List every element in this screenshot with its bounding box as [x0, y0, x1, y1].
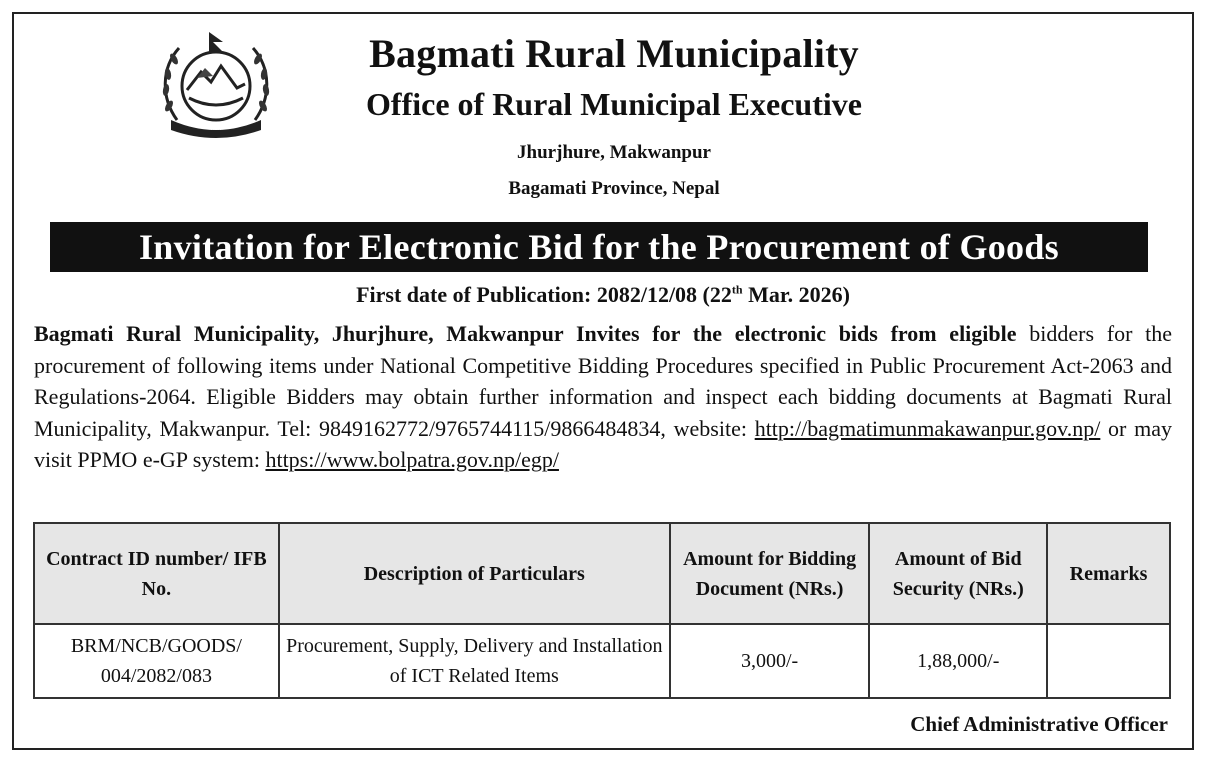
cell-security-amount: 1,88,000/- [869, 624, 1047, 698]
municipality-name: Bagmati Rural Municipality [369, 31, 859, 76]
header-security-amount: Amount of Bid Security (NRs.) [869, 523, 1047, 624]
address-line-1: Jhurjhure, Makwanpur [517, 142, 711, 163]
header-description: Description of Particulars [279, 523, 670, 624]
header-remarks: Remarks [1047, 523, 1170, 624]
items-table [33, 522, 1171, 699]
notice-body-main: bidders for the procurement of following items under National Competitive Bidding Procedures specified in Public Procurement Act-2063 and Regulations-2064. Eligible Bidders may obtain further information and inspect each bidding documents at Bagmati Rural Municipality, Makwanpur. Tel: 9849162772/9765744115/9866484834, website: [34, 321, 1173, 441]
header-contract-id: Contract ID number/ IFB No. [34, 523, 279, 624]
cell-doc-amount: 3,000/- [670, 624, 870, 698]
notice-header [14, 14, 1192, 219]
signature: Chief Administrative Officer [910, 712, 1168, 736]
cell-contract-id: BRM/NCB/GOODS/ 004/2082/083 [34, 624, 279, 698]
publication-ordinal: th [731, 282, 743, 297]
publication-label: First date of Publication: 2082/12/08 (22 [356, 282, 732, 307]
notice-body-bold: Bagmati Rural Municipality, Jhurjhure, Makwanpur Invites for the electronic bids from eligible [34, 321, 1017, 346]
items-table-wrap [33, 522, 1171, 699]
publication-end: Mar. 2026) [742, 282, 850, 307]
notice-body-mid: or may visit PPMO e-GP system: [34, 415, 1172, 472]
notice-frame [12, 12, 1194, 750]
svg-text:·····: ····· [210, 126, 222, 134]
cell-remarks [1047, 624, 1170, 698]
notice-heading-banner: Invitation for Electronic Bid for the Procurement of Goods [50, 222, 1148, 272]
address-line-2: Bagamati Province, Nepal [508, 178, 720, 199]
cell-description: Procurement, Supply, Delivery and Installation of ICT Related Items [279, 624, 670, 698]
website-link[interactable]: http://bagmatimunmakawanpur.gov.np/ [754, 415, 1101, 441]
notice-body [34, 318, 1172, 476]
table-row [34, 624, 1170, 698]
office-name: Office of Rural Municipal Executive [366, 86, 862, 122]
municipality-emblem-icon [157, 28, 275, 140]
table-header-row [34, 523, 1170, 624]
header-doc-amount: Amount for Bidding Document (NRs.) [670, 523, 870, 624]
publication-date [14, 282, 1192, 308]
egp-link[interactable]: https://www.bolpatra.gov.np/egp/ [265, 447, 559, 472]
